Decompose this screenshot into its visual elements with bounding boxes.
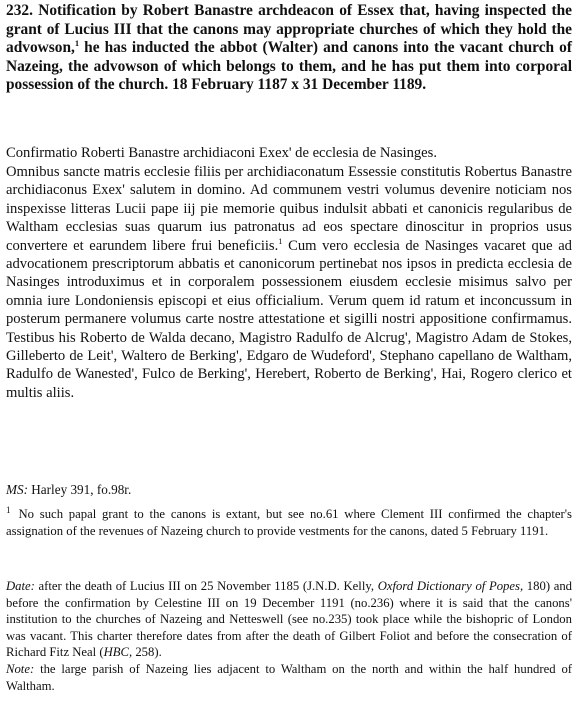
ms-label: MS: (6, 482, 28, 497)
date-label: Date: (6, 579, 35, 593)
date-text-part-2: 180) and before the confirmation by Celestine III on 19 December 1191 (no.236) where it is said that the canons' institution to the churches of Nazeing and Netteswell (see no.235) took place while the bishopric of London was vacant. This charter therefore dates from after the death of Gilbert Foliot and before the consecration of Richard Fitz Neal ( (6, 579, 573, 660)
note-paragraph (6, 661, 572, 694)
footnote-reference: 1 (74, 38, 80, 49)
latin-charter-text (6, 163, 572, 402)
date-text-part-3: 258). (135, 645, 162, 660)
cited-abbreviation: HBC, (103, 645, 133, 660)
latin-footnote-reference: 1 (278, 235, 283, 246)
latin-text-part-2: Cum vero ecclesia de Nasinges vacaret que ad advocationem prescriptorum abbatis et canonicorum pertinebat nos ipsos in predicta ecclesia de Nasinges introduximus et in corporalem possessionem eiusdem ecclesie misimus salvo per omnia iure Londoniensis episcopi et eius officialium. Verum quem id ratum et inconcussum in posterum permanere volumus carte nostre attestatione et sigilli nostri appositione confirmamus. Testibus his Roberto de Walda decano, Magistro Radulfo de Alcrug', Magistro Adam de Stokes, Gilleberto de Leit', Waltero de Berking', Edgaro de Wudeford', Stephano capellano de Waltham, Radulfo de Wanested', Fulco de Berking', Herebert, Roberto de Berking', Hai, Rogero clerico et multis aliis. (6, 237, 572, 401)
heading-text-part-2: he has inducted the abbot (Walter) and canons into the vacant church of Nazeing, the advowson of which belongs to them, and he has put them into corporal possession of the church. 18 February 1187 x 31 December 1189. (6, 39, 572, 94)
footnote (6, 506, 572, 539)
latin-rubric: Confirmatio Roberti Banastre archidiaconi Exex' de ecclesia de Nasinges. (6, 145, 437, 161)
ms-reference: Harley 391, fo.98r. (31, 482, 132, 497)
document-heading (6, 2, 572, 95)
date-text-part-1: after the death of Lucius III on 25 November 1185 (J.N.D. Kelly, (38, 579, 375, 593)
note-text: the large parish of Nazeing lies adjacent to Waltham on the north and within the half hundred of Waltham. (6, 661, 573, 693)
commentary (6, 578, 572, 694)
footnote-text: No such papal grant to the canons is extant, but see no.61 where Clement III confirmed the chapter's assignation of the revenues of Nazeing church to provide vestments for the canons, dated 5 February 1191. (6, 507, 572, 538)
entry-number: 232. (6, 2, 33, 19)
manuscript-source (6, 482, 572, 498)
heading-text-part-1: Notification by Robert Banastre archdeacon of Essex that, having inspected the grant of Lucius III that the canons may appropriate churches of which they hold the advowson, (6, 2, 572, 57)
latin-text-part-1: Omnibus sancte matris ecclesie filiis per archidiaconatum Essessie constitutis Robertus Banastre archidiaconus Exex' salutem in domino. Ad communem vestri volumus devenire noticiam nos inspexisse litteras Lucii pape iij pie memorie quibus indulsit abbati et canonicis regularibus de Waltham ecclesias suas quarum ius patronatus ad eos spectare dinoscitur in proprios usus convertere et earundem libere frui beneficiis. (6, 164, 572, 254)
date-paragraph (6, 578, 572, 661)
note-label: Note: (6, 661, 35, 676)
cited-work-title: Oxford Dictionary of Popes, (377, 579, 524, 593)
footnote-number: 1 (6, 504, 11, 515)
